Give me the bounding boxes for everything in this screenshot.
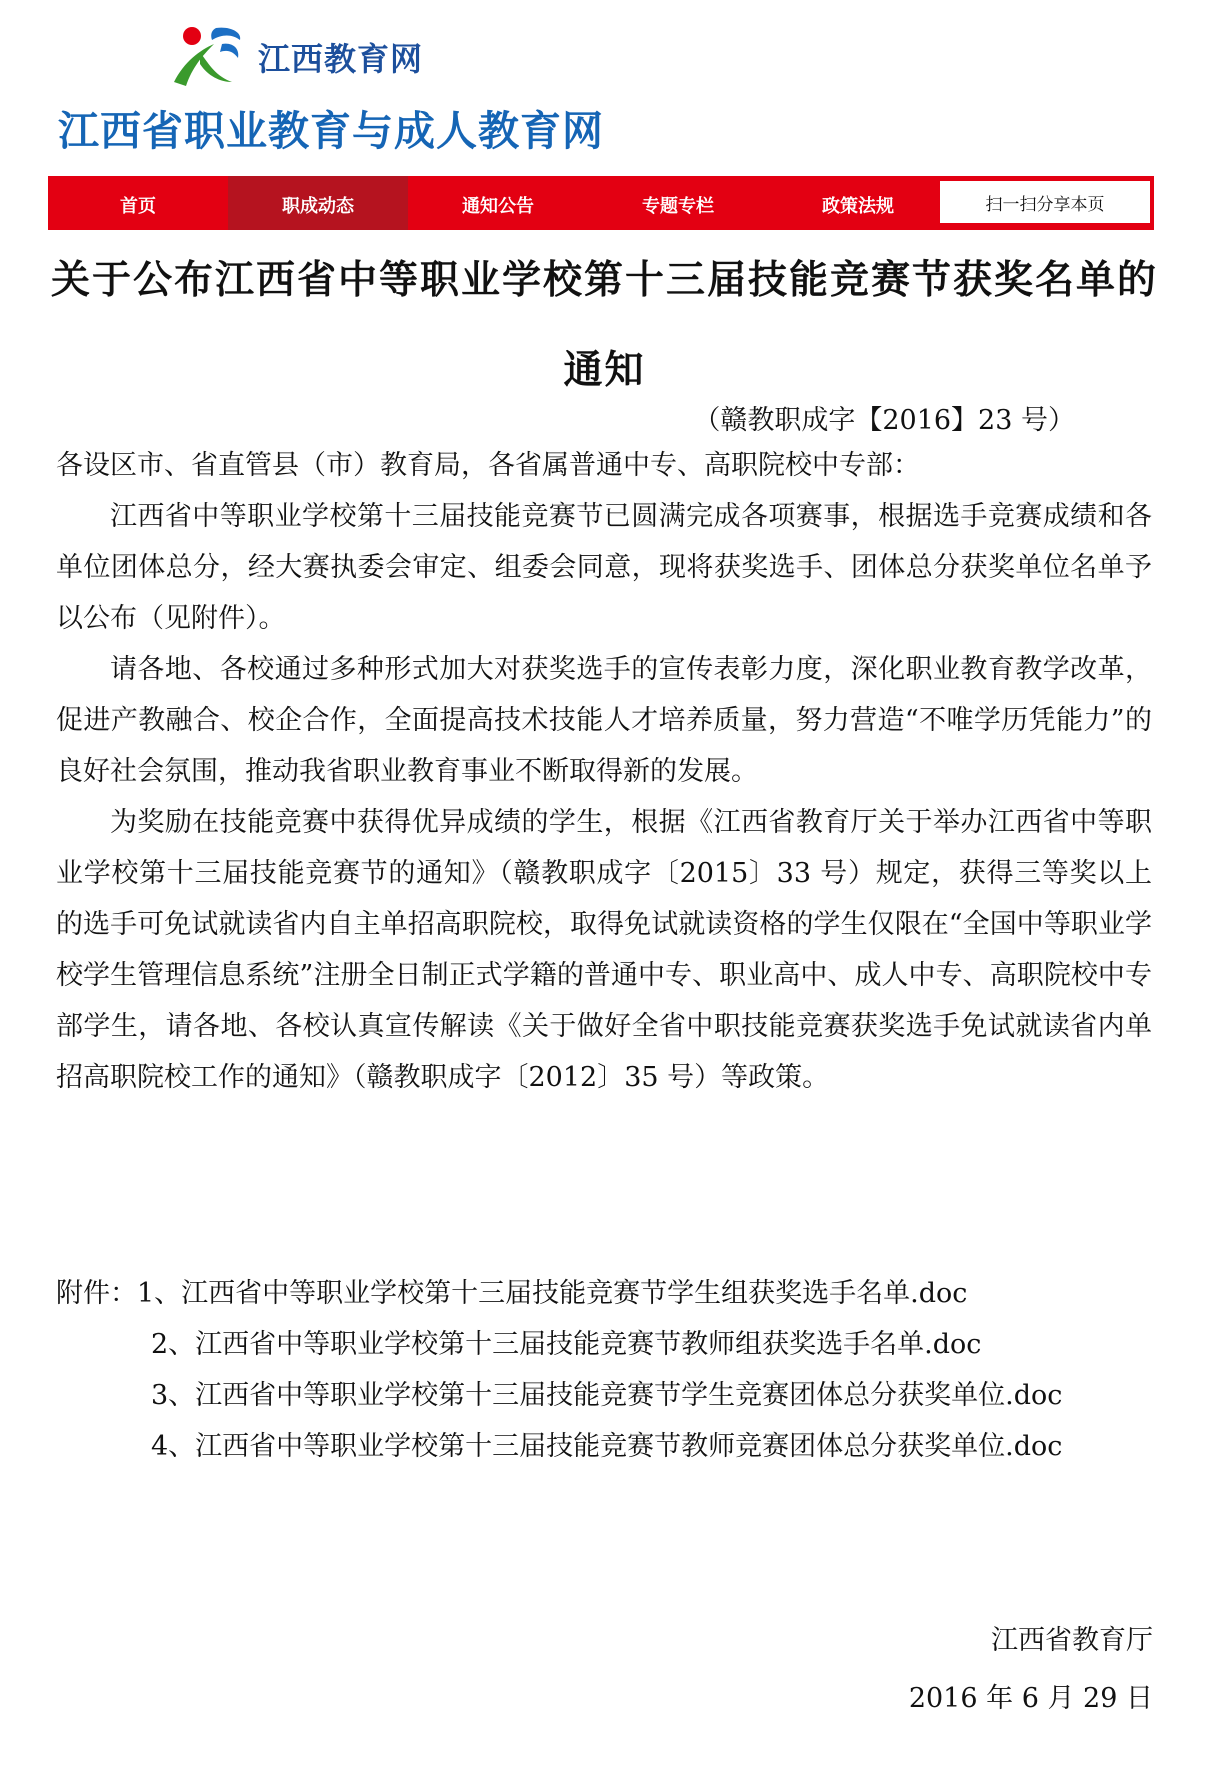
- salutation: 各设区市、省直管县（市）教育局，各省属普通中专、高职院校中专部：: [56, 450, 920, 481]
- attachment-link[interactable]: 2、江西省中等职业学校第十三届技能竞赛节教师组获奖选手名单.doc: [151, 1329, 982, 1360]
- signature-block: [909, 1612, 1153, 1728]
- attachment-link[interactable]: 1、江西省中等职业学校第十三届技能竞赛节学生组获奖选手名单.doc: [137, 1278, 968, 1309]
- paragraph: 请各地、各校通过多种形式加大对获奖选手的宣传表彰力度，深化职业教育教学改革，促进产教融合、校企合作，全面提高技术技能人才培养质量，努力营造“不唯学历凭能力”的良好社会氛围，推动我省职业教育事业不断取得新的发展。: [56, 654, 1152, 787]
- nav-item-home[interactable]: 首页: [120, 196, 156, 217]
- nav-item-topics[interactable]: 专题专栏: [642, 196, 714, 217]
- signature-date: 2016 年 6 月 29 日: [908, 1683, 1153, 1714]
- nav-item-policies[interactable]: 政策法规: [822, 196, 894, 217]
- attachment-row: [56, 1370, 1152, 1421]
- article-body: [56, 440, 1152, 1103]
- attachments-section: [56, 1268, 1152, 1472]
- main-nav: [48, 176, 1154, 230]
- nav-item-news[interactable]: 职成动态: [228, 176, 408, 230]
- site-name: 江西教育网: [258, 40, 424, 78]
- site-header: [0, 0, 1209, 170]
- document-number: （赣教职成字【2016】23 号）: [693, 405, 1075, 436]
- attachment-row: [56, 1319, 1152, 1370]
- jiangxi-education-logo-icon: [170, 22, 244, 92]
- site-subtitle: 江西省职业教育与成人教育网: [58, 107, 604, 155]
- attachment-row: [56, 1268, 1152, 1319]
- attachment-link[interactable]: 3、江西省中等职业学校第十三届技能竞赛节学生竞赛团体总分获奖单位.doc: [151, 1380, 1063, 1411]
- attachment-row: [56, 1421, 1152, 1472]
- attachment-link[interactable]: 4、江西省中等职业学校第十三届技能竞赛节教师竞赛团体总分获奖单位.doc: [151, 1431, 1063, 1462]
- nav-item-notices[interactable]: 通知公告: [462, 196, 534, 217]
- paragraph: 江西省中等职业学校第十三届技能竞赛节已圆满完成各项赛事，根据选手竞赛成绩和各单位团体总分，经大赛执委会审定、组委会同意，现将获奖选手、团体总分获奖单位名单予以公布（见附件）。: [56, 501, 1152, 634]
- share-page-button[interactable]: 扫一扫分享本页: [940, 181, 1150, 223]
- article-title: 关于公布江西省中等职业学校第十三届技能竞赛节获奖名单的通知: [50, 258, 1158, 393]
- paragraph: 为奖励在技能竞赛中获得优异成绩的学生，根据《江西省教育厅关于举办江西省中等职业学校第十三届技能竞赛节的通知》（赣教职成字〔2015〕33 号）规定，获得三等奖以上的选手可免试就读省内自主单招高职院校，取得免试就读资格的学生仅限在“全国中等职业学校学生管理信息系统”注册全日制正式学籍的普通中专、职业高中、成人中专、高职院校中专部学生，请各地、各校认真宣传解读《关于做好全省中职技能竞赛获奖选手免试就读省内单招高职院校工作的通知》（赣教职成字〔2012〕35 号）等政策。: [56, 807, 1152, 1093]
- attachments-label: 附件：: [56, 1278, 137, 1309]
- signature-org: 江西省教育厅: [991, 1625, 1153, 1656]
